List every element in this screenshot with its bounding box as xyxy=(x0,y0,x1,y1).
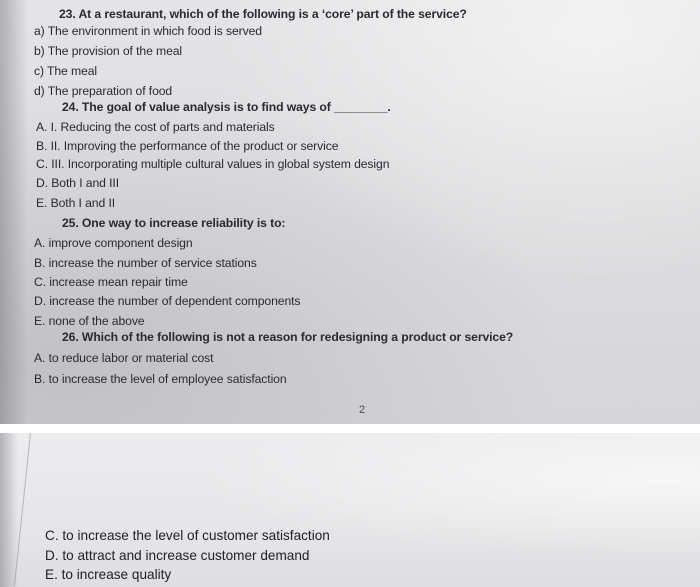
question-24: 24. The goal of value analysis is to find ways of ________. xyxy=(62,100,391,114)
q23-option-b: b) The provision of the meal xyxy=(34,44,183,58)
q23-option-c: c) The meal xyxy=(34,64,98,78)
q26-option-c: C. to increase the level of customer satisfaction xyxy=(45,528,330,543)
q24-option-c: C. III. Incorporating multiple cultural values in global system design xyxy=(36,157,390,171)
q25-option-b: B. increase the number of service stations xyxy=(34,256,257,270)
question-26: 26. Which of the following is not a reason for redesigning a product or service? xyxy=(62,330,514,344)
q25-option-e: E. none of the above xyxy=(34,314,145,328)
photo-page-bottom xyxy=(0,433,700,587)
q24-option-b: B. II. Improving the performance of the product or service xyxy=(36,139,339,153)
q24-option-d: D. Both I and III xyxy=(36,176,119,190)
q25-option-d: D. increase the number of dependent components xyxy=(34,294,301,308)
page-edge-shadow xyxy=(0,0,28,424)
question-25: 25. One way to increase reliability is to: xyxy=(62,216,286,230)
q26-option-a: A. to reduce labor or material cost xyxy=(34,351,214,365)
q25-option-a: A. improve component design xyxy=(34,236,193,250)
q23-option-a: a) The environment in which food is served xyxy=(34,24,262,38)
q26-option-e: E. to increase quality xyxy=(45,567,172,582)
q26-option-b: B. to increase the level of employee satisfaction xyxy=(34,372,287,386)
q24-option-e: E. Both I and II xyxy=(36,196,116,210)
question-23: 23. At a restaurant, which of the following is a ‘core’ part of the service? xyxy=(59,7,467,21)
q24-option-a: A. I. Reducing the cost of parts and materials xyxy=(36,120,275,134)
page-number: 2 xyxy=(359,404,366,416)
q26-option-d: D. to attract and increase customer demand xyxy=(45,548,310,563)
q23-option-d: d) The preparation of food xyxy=(34,84,173,98)
q25-option-c: C. increase mean repair time xyxy=(34,275,188,289)
